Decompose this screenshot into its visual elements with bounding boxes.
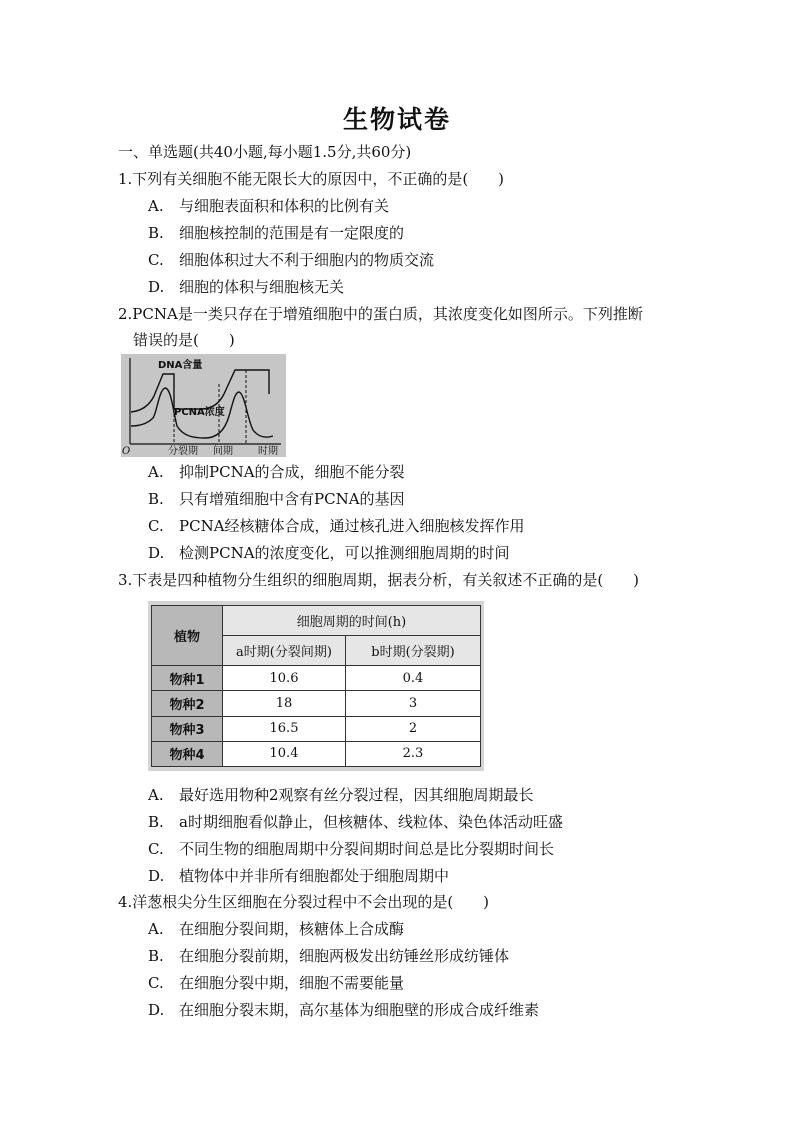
q3-option-d — [148, 866, 449, 886]
cell-cycle-table-frame — [148, 601, 484, 771]
header-b-period: b时期(分裂期) — [346, 636, 481, 666]
option-label: B. — [148, 224, 164, 242]
option-label: C. — [148, 974, 164, 992]
option-text: 最好选用物种2观察有丝分裂过程，因其细胞周期最长 — [179, 786, 534, 804]
option-text: 检测PCNA的浓度变化，可以推测细胞周期的时间 — [179, 544, 510, 562]
option-text: 抑制PCNA的合成，细胞不能分裂 — [179, 463, 405, 481]
question-4-stem: 4.洋葱根尖分生区细胞在分裂过程中不会出现的是( ) — [118, 893, 490, 911]
option-text: 在细胞分裂间期，核糖体上合成酶 — [179, 920, 405, 938]
q4-option-d — [148, 1000, 539, 1020]
a-value-cell: 10.6 — [223, 666, 346, 691]
q3-option-c — [148, 839, 554, 859]
pcna-label: PCNA浓度 — [174, 407, 225, 418]
b-value-cell: 0.4 — [346, 666, 481, 691]
option-label: D. — [148, 278, 165, 296]
b-value-cell: 2.3 — [346, 741, 481, 766]
option-label: C. — [148, 517, 164, 535]
option-text: 在细胞分裂前期，细胞两极发出纺锤丝形成纺锤体 — [179, 947, 510, 965]
x-label-interphase: 间期 — [213, 446, 233, 457]
q1-option-a — [148, 196, 389, 216]
q2-option-a — [148, 462, 405, 482]
table-row — [152, 741, 481, 766]
b-value-cell: 2 — [346, 716, 481, 741]
option-label: C. — [148, 251, 164, 269]
section-heading: 一、单选题(共40小题,每小题1.5分,共60分) — [118, 143, 412, 161]
option-label: A. — [148, 786, 164, 804]
a-value-cell: 16.5 — [223, 716, 346, 741]
q2-option-b — [148, 489, 405, 509]
option-text: 细胞体积过大不利于细胞内的物质交流 — [179, 251, 435, 269]
x-label-period: 时期 — [258, 446, 278, 457]
option-text: 不同生物的细胞周期中分裂间期时间总是比分裂期时间长 — [179, 840, 555, 858]
option-label: A. — [148, 920, 164, 938]
q4-option-b — [148, 946, 509, 966]
option-text: 只有增殖细胞中含有PCNA的基因 — [179, 490, 405, 508]
table-header-row — [152, 606, 481, 636]
option-label: D. — [148, 544, 165, 562]
b-value-cell: 3 — [346, 691, 481, 716]
option-label: C. — [148, 840, 164, 858]
species-cell: 物种1 — [152, 666, 223, 691]
question-2-stem: 2.PCNA是一类只存在于增殖细胞中的蛋白质，其浓度变化如图所示。下列推断 — [118, 305, 643, 323]
q3-option-a — [148, 785, 534, 805]
q1-option-b — [148, 223, 404, 243]
page-title: 生物试卷 — [342, 105, 451, 134]
species-cell: 物种4 — [152, 741, 223, 766]
option-label: B. — [148, 490, 164, 508]
option-text: 在细胞分裂末期，高尔基体为细胞壁的形成合成纤维素 — [179, 1001, 540, 1019]
table-row — [152, 691, 481, 716]
question-1-stem: 1.下列有关细胞不能无限长大的原因中，不正确的是( ) — [118, 170, 505, 188]
option-label: A. — [148, 463, 164, 481]
header-cycle-time: 细胞周期的时间(h) — [223, 606, 481, 636]
option-text: 植物体中并非所有细胞都处于细胞周期中 — [179, 867, 450, 885]
option-label: B. — [148, 947, 164, 965]
option-text: a时期细胞看似静止，但核糖体、线粒体、染色体活动旺盛 — [179, 813, 563, 831]
q4-option-a — [148, 919, 404, 939]
option-label: A. — [148, 197, 164, 215]
pcna-dna-figure — [121, 354, 286, 457]
question-2-stem-continued: 错误的是( ) — [133, 331, 235, 349]
question-3-stem: 3.下表是四种植物分生组织的细胞周期，据表分析，有关叙述不正确的是( ) — [118, 571, 640, 589]
x-label-division: 分裂期 — [168, 446, 198, 457]
q1-option-d — [148, 277, 344, 297]
option-label: D. — [148, 1001, 165, 1019]
q2-option-c — [148, 516, 525, 536]
option-label: B. — [148, 813, 164, 831]
q3-option-b — [148, 812, 563, 832]
a-value-cell: 18 — [223, 691, 346, 716]
q1-option-c — [148, 250, 434, 270]
q2-option-d — [148, 543, 510, 563]
option-text: PCNA经核糖体合成，通过核孔进入细胞核发挥作用 — [179, 517, 525, 535]
table-row — [152, 666, 481, 691]
option-text: 细胞核控制的范围是有一定限度的 — [179, 224, 405, 242]
header-a-period: a时期(分裂间期) — [223, 636, 346, 666]
table-row — [152, 716, 481, 741]
species-cell: 物种2 — [152, 691, 223, 716]
q4-option-c — [148, 973, 404, 993]
origin-label: O — [122, 446, 131, 457]
dna-label: DNA含量 — [158, 360, 203, 371]
a-value-cell: 10.4 — [223, 741, 346, 766]
species-cell: 物种3 — [152, 716, 223, 741]
option-text: 与细胞表面积和体积的比例有关 — [179, 197, 390, 215]
option-label: D. — [148, 867, 165, 885]
option-text: 在细胞分裂中期，细胞不需要能量 — [179, 974, 405, 992]
option-text: 细胞的体积与细胞核无关 — [179, 278, 345, 296]
cell-cycle-table — [151, 605, 481, 767]
header-plant: 植物 — [152, 606, 223, 666]
